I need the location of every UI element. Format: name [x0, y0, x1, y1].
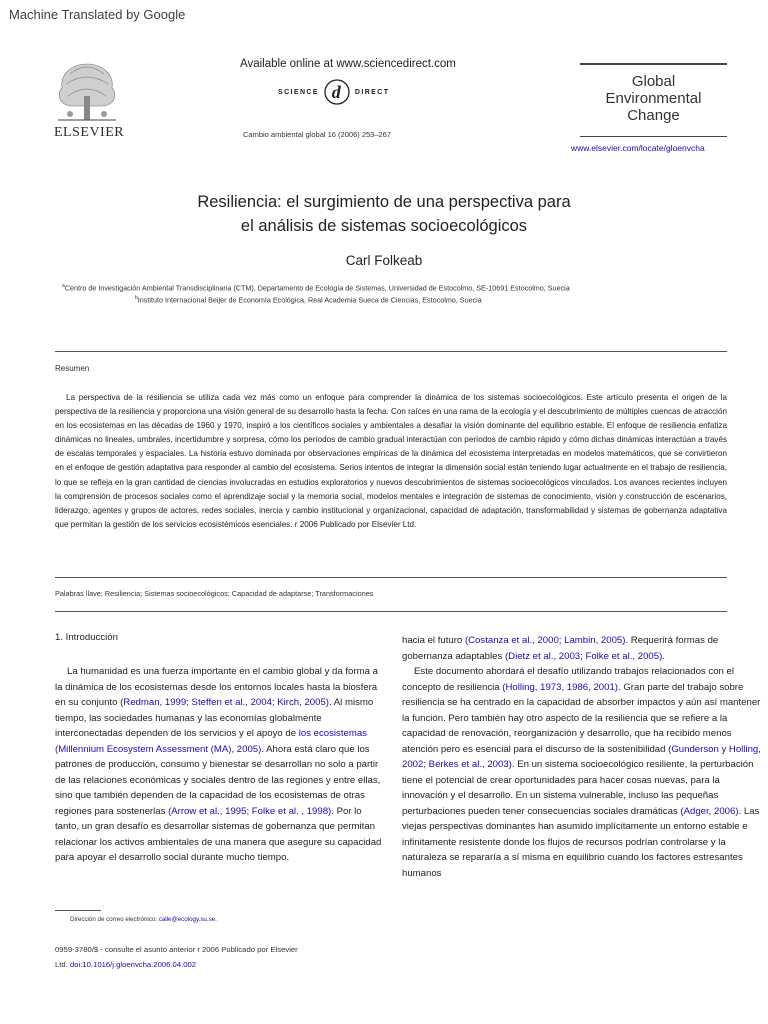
right-text-5: En un sistema socioecológico resiliente, la perturbación tiene el potencial de crear oportunidades para hacer cosas nuevas, para la innovación y el desarrollo. En un sistema vulnerable, incluso las pequeñas perturbaciones pueden tener consecuencias sociales dramáticas: [402, 759, 754, 817]
right-paragraph-1: [402, 633, 767, 664]
issn-line1: 0959-3780/$ - consulte el asunto anterior r 2006 Publicado por Elsevier: [55, 945, 298, 954]
right-text-4: Gran parte del trabajo sobre resiliencia se ha centrado en la capacidad de absorber impactos y aún así mantener la función. Pero también hay otro aspecto de la resiliencia que se refiere a la capacidad de renovación, reorganización y desarrollo, que ha recibido menos atención pero es esencial para el discurso de la sostenibilidad: [402, 681, 761, 755]
sd-right-word: DIRECT: [354, 88, 390, 96]
body-right-column: [402, 633, 767, 881]
citation: Cambio ambiental global 16 (2006) 253–267: [243, 130, 392, 139]
right-text-6: Las viejas perspectivas dominantes han asumido implícitamente un entorno estable e infinitamente resistente donde los flujos de recursos podrían controlarse y la naturaleza se repararía a sí misma en equilibrio cuando los factores estresantes humanos: [402, 805, 760, 879]
left-text-1: La humanidad es una fuerza importante en el cambio global y da forma a la dinámica de los ecosistemas desde los entornos locales hasta la biosfera en su conjunto (: [55, 666, 378, 708]
right-text-2: Requerirá formas de gobernanza adaptables: [402, 635, 719, 662]
footnote-label: Dirección de correo electrónico:: [70, 916, 159, 923]
abstract-heading: Resumen: [55, 364, 90, 373]
ref-link-gunderson[interactable]: (Gunderson y Holling, 2002; Berkes et al., 2003).: [402, 743, 761, 770]
machine-translated-banner: Machine Translated by Google: [9, 7, 186, 22]
journal-title-line3: Change: [627, 107, 680, 124]
right-paragraph-2: [402, 664, 767, 881]
affiliation-b-mark: b: [135, 295, 138, 301]
affiliation-a-text: Centro de Investigación Ambiental Transdisciplinaria (CTM), Departamento de Ecología de Sistemas, Universidad de Estocolmo, SE-10691 Estocolmo, Suecia: [64, 283, 570, 293]
ref-link-dietz[interactable]: (Dietz et al., 2003; Folke et al., 2005).: [504, 650, 665, 662]
section-heading: 1. Introducción: [55, 632, 118, 643]
journal-title-line1: Global: [631, 73, 676, 90]
keywords: Palabras llave: Resiliencia; Sistemas socioecológicos; Capacidad de adaptarse; Transformaciones: [55, 589, 374, 598]
sciencedirect-d-icon: [323, 78, 351, 106]
left-text-4: Por lo tanto, un gran desafío es desarrollar sistemas de gobernanza que permitan relacionar los activos ambientales de una manera que asegure su capacidad para apoyar el desarrollo social durante mucho tiempo.: [55, 805, 382, 863]
ref-link-costanza[interactable]: (Costanza et al., 2000; Lambin, 2005).: [464, 635, 629, 646]
left-text-3: Ahora está claro que los patrones de producción, consumo y bienestar se desarrollan no solo a partir de las relaciones económicas y sociales dentro de las regiones y entre ellas, sino que también dependen de la capacidad de los ecosistemas de otras regiones para sostenerlas: [55, 743, 381, 817]
rule-bottom: [55, 611, 727, 612]
sd-left-word: SCIENCE: [278, 88, 319, 96]
issn-block: [55, 942, 298, 972]
sd-mark-letter: d: [331, 82, 343, 102]
affiliation-b: [135, 295, 482, 304]
ref-link-holling[interactable]: (Holling, 1973, 1986, 2001).: [502, 681, 621, 693]
journal-logo: [580, 63, 727, 137]
title-line1: Resiliencia: el surgimiento de una perspectiva para: [197, 193, 571, 211]
doi-link[interactable]: doi:10.1016/j.gloenvcha.2006.04.002: [69, 960, 197, 969]
abstract-body: La perspectiva de la resiliencia se utiliza cada vez más como un enfoque para comprender la dinámica de los sistemas socioecológicos. Este artículo presenta el origen de la perspectiva de la resiliencia y proporciona una visión general de su desarrollo hasta la fecha. Con raíces en una rama de la ecología y el descubrimiento de múltiples cuencas de atracción en los ecosistemas en las décadas de 1960 y 1970, inspiró a los científicos sociales y ambientales a desafiar la visión dominante del equilibrio estable. El enfoque de resiliencia enfatiza dinámicas no lineales, umbrales, incertidumbre y sorpresa, cómo los períodos de cambio gradual interactúan con períodos de cambio rápido y cómo dichas dinámicas interactúan a través de escalas temporales y espaciales. La historia estuvo dominada por observaciones empíricas de la dinámica del ecosistema interpretadas en modelos matemáticos, que se convirtieron en el enfoque de gestión adaptativa para responder al cambio del ecosistema. Serios intentos de integrar la dimensión social están teniendo lugar actualmente en el trabajo de resiliencia, lo que se refleja en la gran cantidad de ciencias involucradas en estudios exploratorios y nuevos descubrimientos de sistemas socioecológicos vinculados. Los avances recientes incluyen la comprensión de procesos sociales como el aprendizaje social y la memoria social, modelos mentales e integración de sistemas de conocimiento, visión y construcción de escenarios, liderazgo, agentes y grupos de actores, redes sociales, inercia y cambio institucional y organizacional, capacidad de adaptación, transformabilidad y sistemas de gobernanza adaptativa que permitan la gestión de los servicios ecosistémicos esenciales. r 2006 Publicado por Elsevier Ltd.: [55, 393, 727, 529]
affiliation-a: [62, 283, 570, 292]
publisher-name: ELSEVIER: [54, 125, 125, 140]
author-name: Carl Folkeab: [345, 253, 423, 268]
title-line2: el análisis de sistemas socioecológicos: [240, 217, 528, 235]
article-title: [0, 190, 768, 238]
journal-title-line2: Environmental: [605, 90, 702, 107]
footnote-email: [70, 916, 217, 923]
body-left-column: [55, 664, 383, 866]
ref-link-arrow[interactable]: (Arrow et al., 1995; Folke et al. , 1998).: [168, 805, 334, 817]
affiliation-b-text: Instituto Internacional Beijer de Economía Ecológica, Real Academia Sueca de Ciencias, Estocolmo, Suecia: [137, 295, 482, 305]
rule-mid: [55, 577, 727, 578]
available-online-text: Available online at www.sciencedirect.com: [240, 58, 456, 70]
affiliation-a-mark: a: [62, 283, 65, 289]
email-link[interactable]: calle@ecology.su.se.: [158, 916, 217, 923]
journal-url-link[interactable]: www.elsevier.com/locate/gloenvcha: [571, 143, 705, 153]
sciencedirect-logo: [278, 78, 389, 106]
issn-line2: [55, 957, 298, 972]
right-text-1: hacia el futuro: [402, 635, 465, 646]
left-paragraph: [55, 664, 383, 866]
issn-prefix: Ltd.: [55, 960, 70, 969]
left-text-2: Al mismo tiempo, las sociedades humanas y las economías globalmente interconectadas dependen de los servicios y el apoyo de: [55, 697, 374, 739]
ref-link-redman[interactable]: Redman, 1999; Steffen et al., 2004; Kirch, 2005).: [123, 697, 332, 708]
footnote-rule: [55, 910, 101, 911]
right-text-3: Este documento abordará el desafío utilizando trabajos relacionados con el concepto de resiliencia: [402, 666, 734, 693]
ref-link-adger[interactable]: (Adger, 2006).: [680, 805, 742, 817]
ref-link-ma[interactable]: los ecosistemas (Millennium Ecosystem Assessment (MA), 2005).: [55, 728, 367, 755]
rule-top: [55, 351, 727, 352]
